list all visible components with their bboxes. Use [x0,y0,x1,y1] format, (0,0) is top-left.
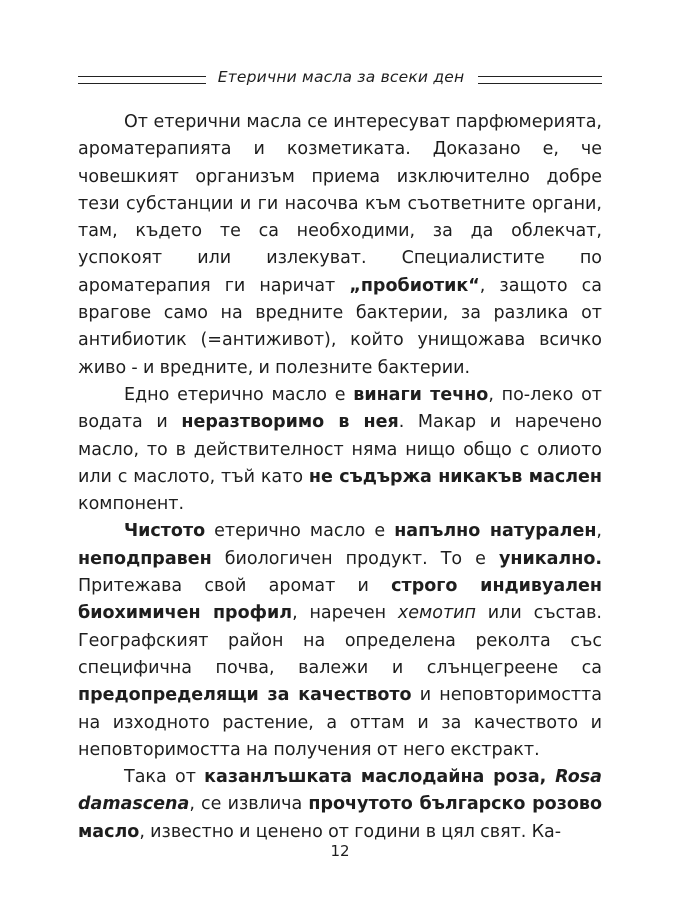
text-run: , защото са врагове само на вредните бактерии, за разлика от антибиотик (=антиживот), който унищожава всичко живо - и вредните, и полезните бактерии. [78,275,602,378]
page-number: 12 [330,842,350,860]
emphasized-text: неразтворимо в нея [181,412,399,433]
emphasized-text: казанлъшката маслодайна роза, [204,767,556,788]
emphasized-text: Rosa damascena [78,767,602,815]
text-run: Едно етерично масло е [124,384,354,405]
emphasized-text: предопределящи за качеството [78,685,412,706]
text-run: , по-леко от водата и [78,384,603,433]
emphasized-text: неподправен [78,548,212,569]
emphasized-text: „пробиотик“ [349,275,480,296]
header-rule-right [478,76,602,84]
italic-text: хемотип [397,603,476,624]
paragraph [78,109,602,382]
text-run: . Макар и наречено масло, то в действителност няма нищо общо с олиото или с маслото, тъй като [78,412,602,487]
emphasized-text: прочутото българско розово масло [78,794,602,842]
text-run: компонент. [78,494,185,515]
text-run: Притежава свой аромат и [78,576,392,597]
text-run: етерично масло е [205,521,395,542]
text-run: От етерични масла се интересуват парфюмерията, ароматерапията и козметиката. Доказано е, че човешкият организъм приема изключително добре тези субстанции и ги насочва към съответните органи, там, където те са необходими, за да облекчат, успокоят или излекуват. Специалистите по ароматерапия ги наричат [78,112,602,296]
text-run: , наречен [292,603,398,624]
paragraph [78,382,602,518]
text-run: или състав. Географският район на определена реколта със специфична почва, валежи и слънцегреене са [78,603,602,678]
text-run: , се извлича [189,794,309,815]
paragraph [78,764,602,846]
running-header [78,66,602,92]
text-run: Така от [124,767,205,788]
emphasized-text: винаги течно [353,384,489,405]
emphasized-text: строго индивуален биохимичен профил [78,576,602,624]
text-run: , известно и ценено от години в цял свят. Ка- [139,821,562,842]
emphasized-text: напълно натурален [394,521,597,542]
header-rule-left [78,76,206,84]
text-run: биологичен продукт. То е [211,548,499,569]
paragraph [78,518,602,764]
emphasized-text: уникално. [498,548,602,569]
text-run: и неповторимостта на изходното растение, а оттам и за качеството и неповторимостта на получения от него екстракт. [78,685,602,760]
body-text [78,109,602,846]
emphasized-text: не съдържа никакъв маслен [308,466,602,487]
running-title: Етерични масла за всеки ден [217,68,465,86]
text-run: , [596,521,602,542]
emphasized-text: Чистото [124,521,206,542]
